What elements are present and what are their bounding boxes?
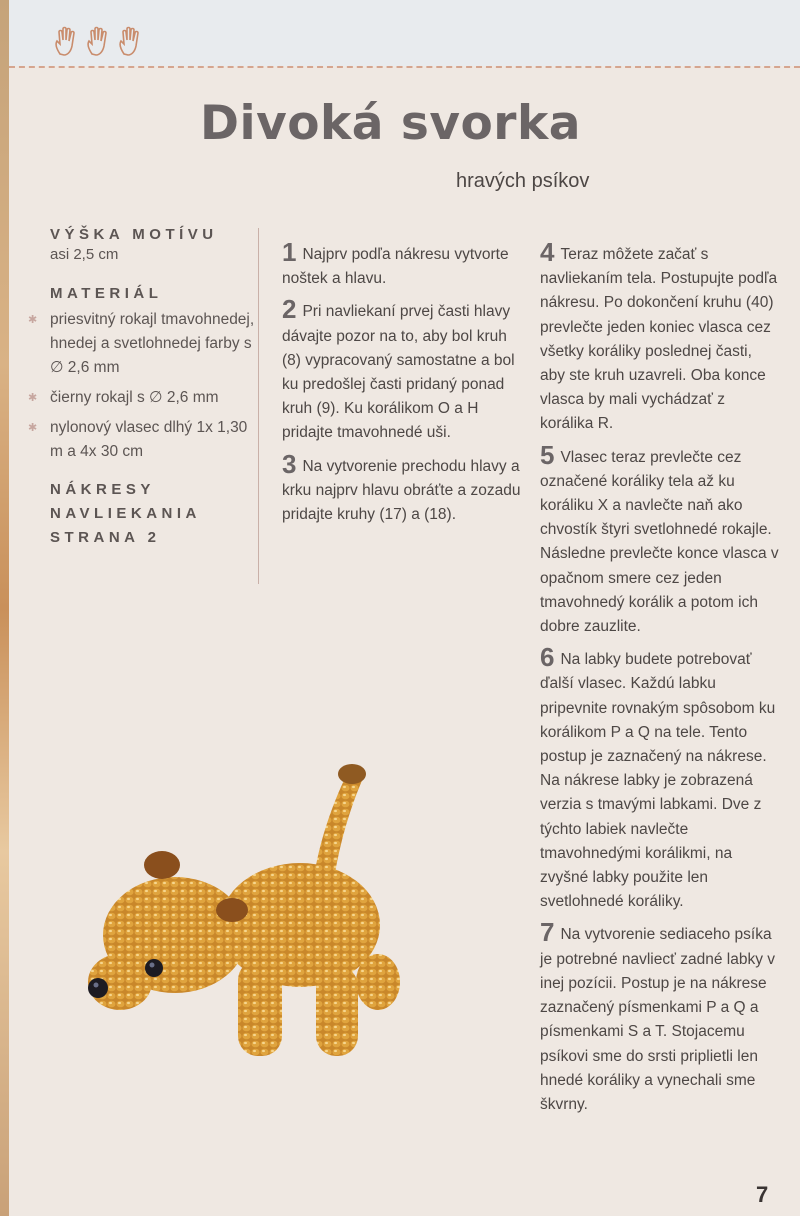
difficulty-hands bbox=[52, 24, 146, 58]
step-number: 3 bbox=[282, 448, 297, 479]
page-binding-edge bbox=[0, 0, 9, 1216]
step-number: 1 bbox=[282, 237, 297, 267]
step-paragraph bbox=[540, 917, 780, 1117]
dashed-divider bbox=[9, 66, 800, 68]
material-heading: MATERIÁL bbox=[50, 285, 163, 302]
step-number: 6 bbox=[540, 642, 555, 673]
column-divider bbox=[258, 228, 259, 584]
step-text: Najprv podľa nákresu vytvorte noštek a hlavu. bbox=[282, 246, 509, 288]
step-paragraph bbox=[540, 237, 780, 437]
step-text: Teraz môžete začať s navliekaním tela. Postupujte podľa nákresu. Po dokončení kruhu (40) prevlečte jeden koniec vlasca cez všetky koráliky poslednej časti, aby ste kruh uzavreli. Oba konce vlasca by mali vychádzať z korálika R. bbox=[540, 246, 778, 433]
step-paragraph bbox=[282, 237, 522, 291]
materials-sidebar bbox=[50, 226, 260, 550]
steps-column-left bbox=[282, 237, 522, 533]
step-text: Vlasec teraz prevlečte cez označené koráliky tela až ku koráliku X a navlečte naň ako chvostík štyri svetlohnedé rokajle. Následne prevlečte konce vlasca v opačnom smere cez jeden tmavohnedý korálik a potom ich dobre zauzlite. bbox=[540, 448, 779, 636]
material-list bbox=[50, 308, 260, 464]
beaded-dog-photo bbox=[80, 760, 410, 1080]
step-number: 5 bbox=[540, 439, 555, 470]
hand-icon bbox=[116, 24, 146, 58]
hand-icon bbox=[52, 24, 82, 58]
step-paragraph bbox=[540, 439, 780, 640]
material-item: ✱ čierny rokajl s ∅ 2,6 mm bbox=[50, 386, 260, 410]
step-paragraph bbox=[282, 448, 522, 528]
step-number: 4 bbox=[540, 237, 555, 267]
page-subtitle: hravých psíkov bbox=[456, 170, 590, 192]
step-text: Na vytvorenie prechodu hlavy a krku najprv hlavu obráťte a zozadu pridajte kruhy (17) a (18). bbox=[282, 457, 521, 524]
page-number: 7 bbox=[756, 1182, 769, 1207]
step-text: Pri navliekaní prvej časti hlavy dávajte pozor na to, aby bol kruh (8) vypracovaný samostatne a bol ku predošlej časti pridaný ponad kruh (9). Ku korálikom O a H pridajte tmavohnedé uši. bbox=[282, 303, 515, 442]
step-number: 2 bbox=[282, 294, 297, 325]
hand-icon bbox=[84, 24, 114, 58]
step-paragraph bbox=[540, 642, 780, 914]
drawings-heading: NÁKRESY NAVLIEKANIA STRANA 2 bbox=[50, 481, 201, 546]
height-heading: VÝŠKA MOTÍVU bbox=[50, 226, 218, 243]
page-title: Divoká svorka bbox=[200, 96, 581, 151]
material-item: ✱ nylonový vlasec dlhý 1x 1,30 m a 4x 30 cm bbox=[50, 416, 260, 464]
step-number: 7 bbox=[540, 917, 555, 948]
step-paragraph bbox=[282, 294, 522, 445]
step-text: Na labky budete potrebovať ďalší vlasec. Každú labku pripevnite rovnakým spôsobom ku korálikom P a Q na tele. Tento postup je zaznačený na nákrese. Na nákrese labky je zobrazená verzia s tmavými labkami. Dve z týchto labiek navlečte tmavohnedými korálikmi, na zvyšné labky použite len svetlohnedé koráliky. bbox=[540, 651, 776, 911]
height-value: asi 2,5 cm bbox=[50, 246, 119, 263]
steps-column-right bbox=[540, 237, 780, 1123]
material-item: ✱ priesvitný rokajl tmavohnedej, hnedej a svetlohnedej farby s ∅ 2,6 mm bbox=[50, 308, 260, 380]
step-text: Na vytvorenie sediaceho psíka je potrebné navliecť zadné labky v inej pozícii. Postup je na nákrese zaznačený písmenkami P a Q a písmenkami S a T. Stojacemu psíkovi sme do srsti priplietli len hnedé koráliky a vynechali sme škvrny. bbox=[540, 926, 776, 1113]
